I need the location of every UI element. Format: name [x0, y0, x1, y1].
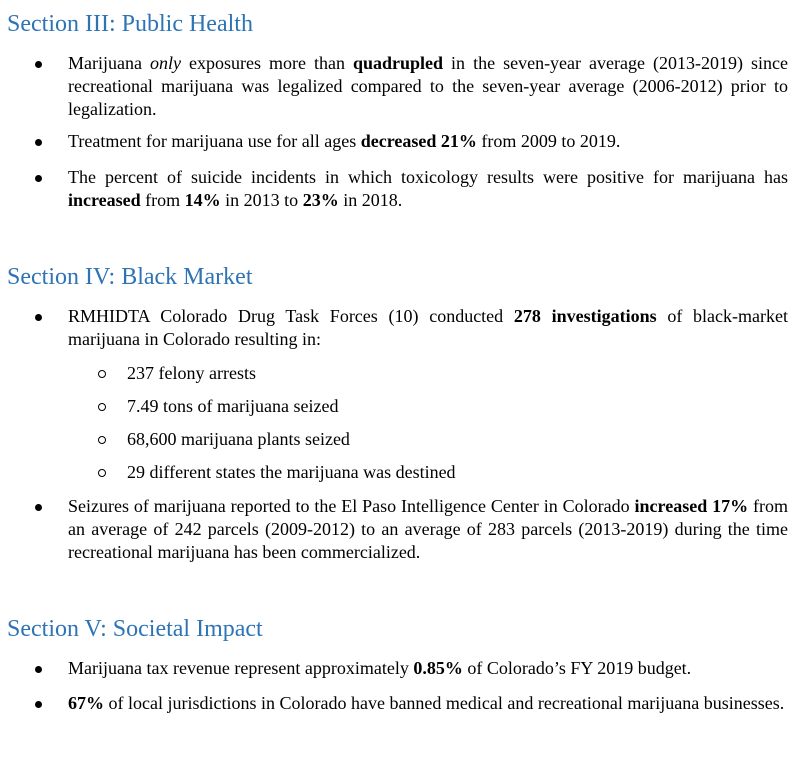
circle-bullet-icon — [98, 436, 106, 444]
sub-list-item: 7.49 tons of marijuana seized — [127, 395, 338, 418]
list-item: Seizures of marijuana reported to the El Paso Intelligence Center in Colorado increased 17% from an average of 242 parcels (2009-2012) to an average of 283 parcels (2013-2019) during the time recreational marijuana has been commercialized. — [68, 495, 788, 564]
sub-list-item: 29 different states the marijuana was destined — [127, 461, 456, 484]
circle-bullet-icon — [98, 370, 106, 378]
bullet-icon — [35, 504, 42, 511]
list-item: 67% of local jurisdictions in Colorado have banned medical and recreational marijuana businesses. — [68, 692, 788, 715]
circle-bullet-icon — [98, 403, 106, 411]
bullet-icon — [35, 175, 42, 182]
list-item: Treatment for marijuana use for all ages decreased 21% from 2009 to 2019. — [68, 130, 788, 153]
list-item: Marijuana tax revenue represent approximately 0.85% of Colorado’s FY 2019 budget. — [68, 657, 788, 680]
sub-list-item: 237 felony arrests — [127, 362, 256, 385]
list-item: RMHIDTA Colorado Drug Task Forces (10) conducted 278 investigations of black-market marijuana in Colorado resulting in: — [68, 305, 788, 351]
sub-list-item: 68,600 marijuana plants seized — [127, 428, 350, 451]
bullet-icon — [35, 666, 42, 673]
list-item: Marijuana only exposures more than quadrupled in the seven-year average (2013-2019) since recreational marijuana was legalized compared to the seven-year average (2006-2012) prior to legalization. — [68, 52, 788, 121]
circle-bullet-icon — [98, 469, 106, 477]
list-item: The percent of suicide incidents in which toxicology results were positive for marijuana has increased from 14% in 2013 to 23% in 2018. — [68, 166, 788, 212]
section-heading-black-market: Section IV: Black Market — [7, 264, 253, 290]
bullet-icon — [35, 61, 42, 68]
bullet-icon — [35, 314, 42, 321]
bullet-icon — [35, 701, 42, 708]
section-heading-public-health: Section III: Public Health — [7, 11, 253, 37]
bullet-icon — [35, 139, 42, 146]
section-heading-societal-impact: Section V: Societal Impact — [7, 616, 263, 642]
